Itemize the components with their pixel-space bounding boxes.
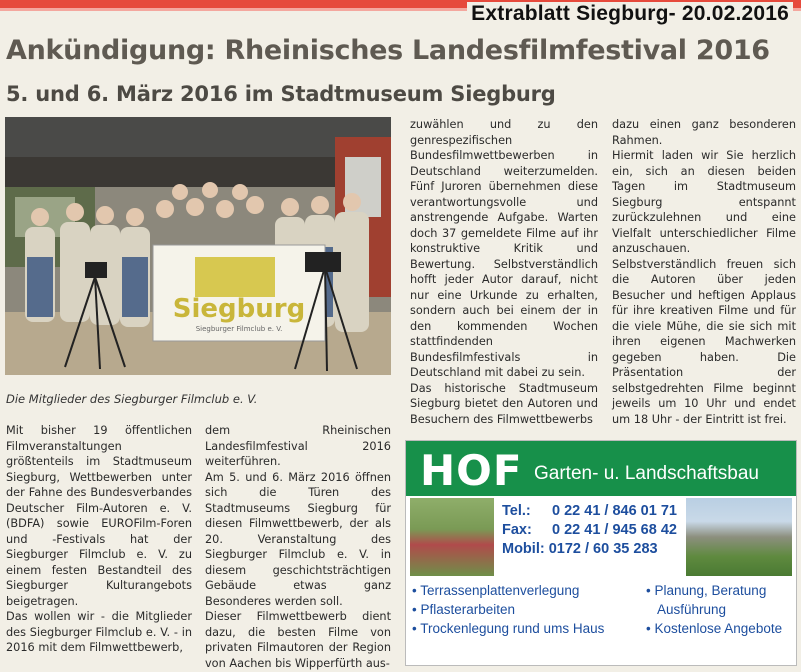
publication-title: Extrablatt Siegburg- 20.02.2016 [467,2,793,26]
article-column-2 [205,423,391,671]
article-paragraph: Dieser Filmwettbewerb dient dazu, die besten Filme von privaten Filmautoren der Region von Aachen bis Wipperfürth aus- [205,610,391,670]
service-item: • Kostenlose Angebote [646,619,782,638]
service-item: • Terrassenplattenverlegung [412,581,604,600]
tel-number: 0 22 41 / 846 01 71 [552,503,677,519]
fax-label: Fax: [502,522,532,538]
mobil-label: Mobil: [502,541,545,557]
article-subheadline: 5. und 6. März 2016 im Stadtmuseum Siegburg [6,82,556,106]
article-column-1 [6,423,192,656]
article-paragraph: dazu einen ganz besonderen Rahmen. [612,118,796,147]
article-paragraph: dem Rheinischen Landesfilmfestival 2016 weiterführen. [205,424,391,468]
ad-house-photo [686,498,792,576]
article-paragraph: Mit bisher 19 öffentlichen Filmveranstaltungen größtenteils im Stadtmuseum Siegburg, Wettbewerben unter der Fahne des Bundesverbandes Deutscher Film-Autoren e. V. (BDFA) sowie EUROFilm-Foren und -Festivals hat der Siegburger Filmclub e. V. zu einem festen Bestandteil des Siegburger Kulturangebots beigetragen. [6,424,192,608]
ad-contact-block [502,502,677,559]
article-paragraph: zuwählen und zu den genrespezifischen Bundesfilmwettbewerben in Deutschland weiterzumelden. Fünf Juroren übernehmen diese verantwortungsvolle und anstrengende Aufgabe. Warten doch 37 gemeldete Filme auf ihr konstruktive Kritik und Bewertung. Selbstverständlich hofft jeder Autor darauf, nicht nur eine Urkunde zu erhalten, sondern auch bei einem der in den kommenden Wochen stattfindenden Bundesfilmfestivals in Deutschland mit dabei zu sein. [410,118,598,379]
article-column-3 [410,117,598,427]
group-photo [5,117,391,375]
service-item-continued: Ausführung [657,602,727,617]
article-paragraph: Am 5. und 6. März 2016 öffnen sich die Türen des Stadtmuseums Siegburg für diesen Filmwettbewerb, der als 20. Veranstaltung des Siegburger Filmclub e. V. in diesem geschichtsträchtigen Gebäude etwas ganz Besonderes werden soll. [205,470,391,608]
hof-advertisement [405,440,797,666]
banner-text: Siegburg [172,294,306,324]
service-item: • Trockenlegung rund ums Haus [412,619,604,638]
article-column-4 [612,117,796,427]
article-headline: Ankündigung: Rheinisches Landesfilmfestival 2016 [6,35,770,66]
service-item: • Planung, Beratung [646,581,782,600]
service-item: • Pflasterarbeiten [412,600,604,619]
fax-number: 0 22 41 / 945 68 42 [552,522,677,538]
mobil-number: 0172 / 60 35 283 [548,541,658,557]
ad-tagline: Garten- u. Landschaftsbau [534,463,759,484]
ad-brand: HOF [420,446,523,495]
banner-subtext: Siegburger Filmclub e. V. [195,325,283,333]
ad-services-right [646,581,782,638]
ad-services-left [412,581,604,638]
ad-garden-photo [410,498,494,576]
tel-label: Tel.: [502,503,531,519]
ad-contact-area [406,496,796,579]
article-paragraph: Das wollen wir - die Mitglieder des Siegburger Filmclub e. V. - in 2016 mit dem Filmwettbewerb, [6,610,192,654]
article-paragraph: Das historische Stadtmuseum Siegburg bietet den Autoren und Besuchern des Filmwettbewerbs [410,381,598,426]
ad-header [406,441,796,496]
group-photo-illustration [5,117,391,375]
article-paragraph: Hiermit laden wir Sie herzlich ein, sich an diesen beiden Tagen im Stadtmuseum Siegburg entspannt zurückzulehnen und eine Vielfalt unterschiedlicher Filme anzuschauen. Selbstverständlich freuen sich die Autoren über jeden Besucher und heftigen Applaus für ihre kreativen Filme und für die viele Mühe, die sie sich mit ihren eigenen Machwerken gegeben haben. Die Präsentation der selbstgedrehten Filme beginnt jeweils um 10 Uhr und endet um 18 Uhr - der Eintritt ist frei. [612,149,796,426]
photo-caption: Die Mitglieder des Siegburger Filmclub e. V. [6,392,258,406]
